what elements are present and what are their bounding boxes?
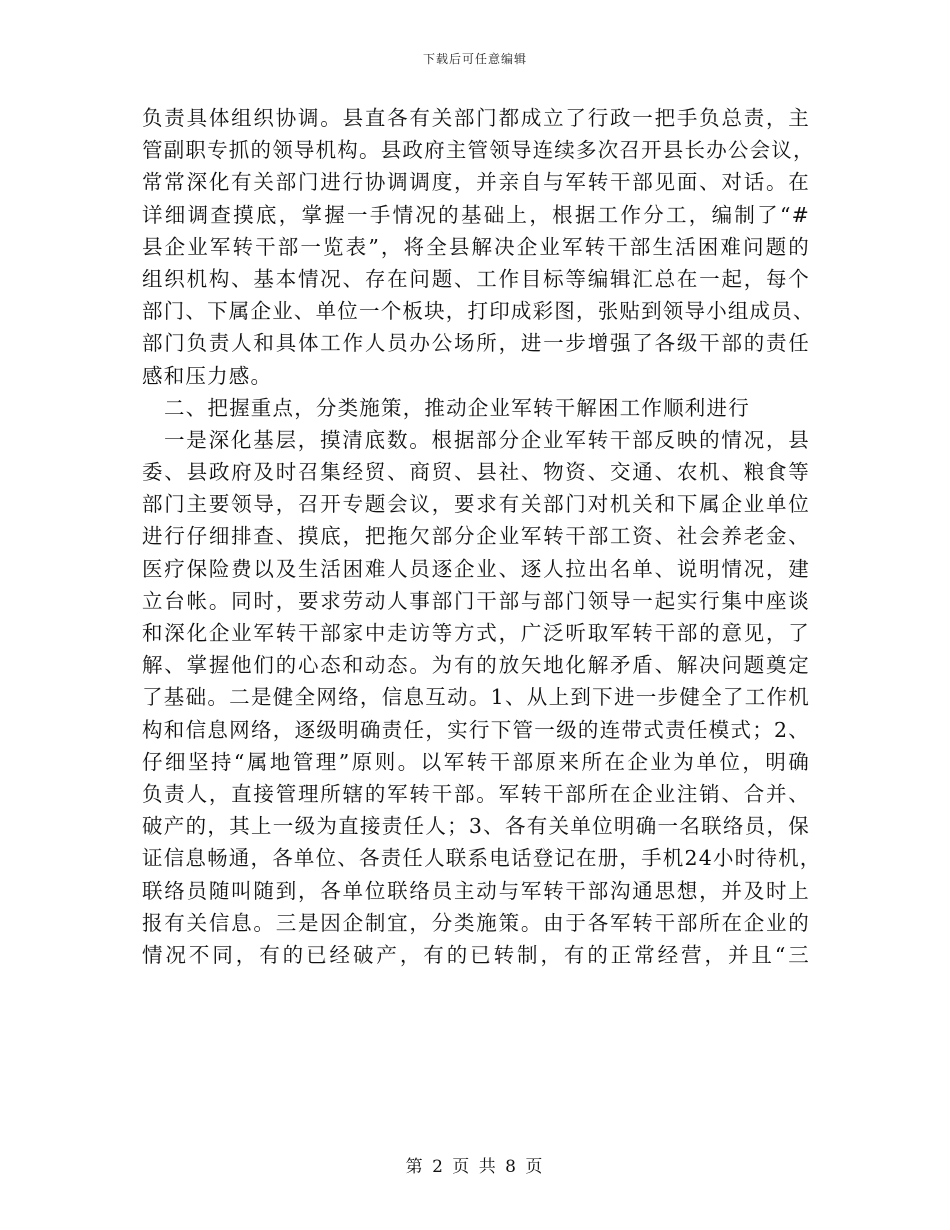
text-line: 负责具体组织协调。县直各有关部门都成立了行政一把手负总责，主 [142,106,810,130]
page-number: 第 2 页 共 8 页 [405,1157,545,1177]
text-line: 证信息畅通，各单位、各责任人联系电话登记在册，手机24小时待机， [142,846,822,871]
text-line: 详细调查摸底，掌握一手情况的基础上，根据工作分工，编制了“# [142,202,810,227]
text-line: 破产的，其上一级为直接责任人；3、各有关单位明确一名联络员，保 [142,814,810,839]
text-line: 部门主要领导，召开专题会议，要求有关部门对机关和下属企业单位 [142,492,810,517]
text-line: 县企业军转干部一览表”，将全县解决企业军转干部生活困难问题的 [142,234,810,259]
text-line: 立台帐。同时，要求劳动人事部门干部与部门领导一起实行集中座谈 [142,588,810,613]
text-line: 委、县政府及时召集经贸、商贸、县社、物资、交通、农机、粮食等 [142,460,810,485]
text-line: 常常深化有关部门进行协调调度，并亲自与军转干部见面、对话。在 [142,170,810,195]
text-line: 解、掌握他们的心态和动态。为有的放矢地化解矛盾、解决问题奠定 [142,653,810,678]
text-line: 情况不同，有的已经破产，有的已转制，有的正常经营，并且“三 [142,942,810,967]
body-text [142,102,822,971]
text-line: 部门负责人和具体工作人员办公场所，进一步增强了各级干部的责任 [142,331,810,356]
text-line: 负责人，直接管理所辖的军转干部。军转干部所在企业注销、合并、 [142,781,810,806]
text-line: 医疗保险费以及生活困难人员逐企业、逐人拉出名单、说明情况，建 [142,556,810,581]
text-line: 和深化企业军转干部家中走访等方式，广泛听取军转干部的意见，了 [142,621,810,645]
text-line: 一是深化基层，摸清底数。根据部分企业军转干部反映的情况，县 [164,427,810,452]
text-line: 报有关信息。三是因企制宜，分类施策。由于各军转干部所在企业的 [142,910,810,935]
text-line: 部门、下属企业、单位一个板块，打印成彩图，张贴到领导小组成员、 [142,299,815,324]
text-line: 组织机构、基本情况、存在问题、工作目标等编辑汇总在一起，每个 [142,266,810,291]
text-line: 进行仔细排查、摸底，把拖欠部分企业军转干部工资、社会养老金、 [142,524,810,549]
text-line: 管副职专抓的领导机构。县政府主管领导连续多次召开县长办公会议， [142,138,815,163]
page-header: 下载后可任意编辑 [422,52,527,66]
text-line: 联络员随叫随到，各单位联络员主动与军转干部沟通思想，并及时上 [142,878,810,903]
section-heading: 二、把握重点，分类施策，推动企业军转干解困工作顺利进行 [164,395,750,420]
text-line: 感和压力感。 [142,363,273,388]
text-line: 仔细坚持“属地管理”原则。以军转干部原来所在企业为单位，明确 [142,749,810,774]
text-line: 构和信息网络，逐级明确责任，实行下管一级的连带式责任模式；2、 [142,717,810,742]
text-line: 了基础。二是健全网络，信息互动。1、从上到下进一步健全了工作机 [142,685,810,710]
